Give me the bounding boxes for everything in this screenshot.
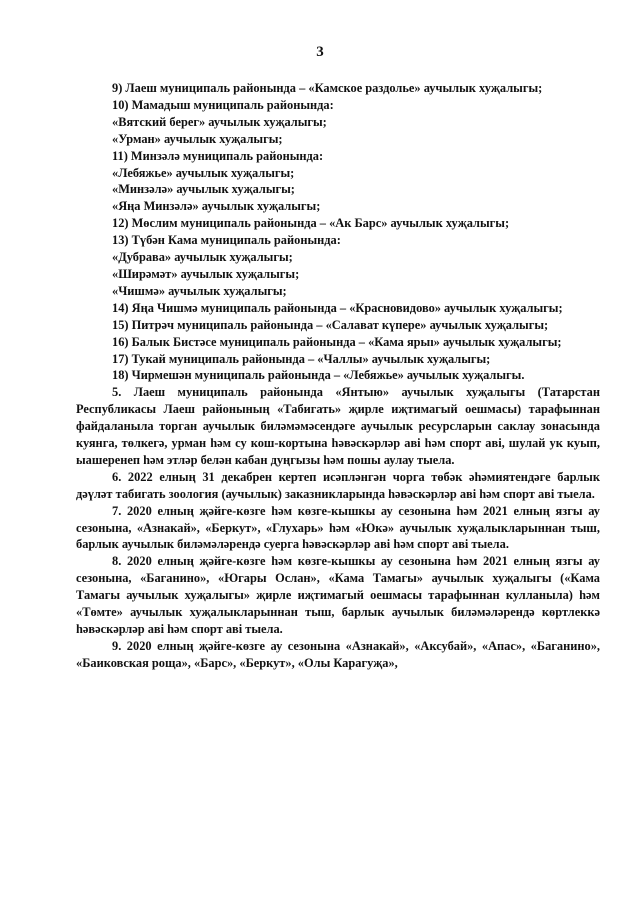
list-item-10: 10) Мамадыш муниципаль районында: <box>112 97 334 112</box>
clause-9: 9. 2020 елның җәйге-көзге ау сезонына «Азнакай», «Аксубай», «Апас», «Баганино», «Баиковская роща», «Барс», «Беркут», «Олы Карагуҗа», <box>76 638 600 670</box>
sub-item: «Ширәмәт» аучылык хуҗалыгы; <box>112 266 300 281</box>
list-item-12: 12) Мөслим муниципаль районында – «Ак Барс» аучылык хуҗалыгы; <box>112 216 510 231</box>
clause-5: 5. Лаеш муниципаль районында «Янтыю» аучылык хуҗалыгы (Татарстан Республикасы Лаеш районының «Табигать» җирле иҗтимагый оешмасы) тарафыннан файдаланыла торган аучылык биләмәмәсендәге аучылык ресурсларын саклау зонасында куянга, төлкегә, урман һәм су кош-кортына һәвәскәрләр аві һәм спорт аві, шулай ук куып, ыашеренеп һәм этләр белән кабан дуңгызы һәм пошы аулау тыела. <box>76 385 600 467</box>
sub-item: «Яңа Минзәлә» аучылык хуҗалыгы; <box>112 199 321 214</box>
list-item-16: 16) Балык Бистәсе муниципаль районында – «Кама ярыı» аучылык хуҗалыгы; <box>112 334 562 349</box>
page-number: 3 <box>316 44 324 60</box>
clause-7: 7. 2020 елның җәйге-көзге һәм көзге-кышкы ау сезонына һәм 2021 елның язгы ау сезонына, «Азнакай», «Беркут», «Глухарь» һәм «Юкә» аучылык хуҗалыкларыннан тыш, барлык аучылык биләмәләрендә суерга һәвәскәрләр аві һәм спорт аві тыела. <box>76 503 600 552</box>
sub-item: «Дубрава» аучылык хуҗалыгы; <box>112 250 293 265</box>
clause-8: 8. 2020 елның җәйге-көзге һәм көзге-кышкы ау сезонына һәм 2021 елның язгы ау сезонына, «Баганино», «Югары Ослан», «Кама Тамагы» аучылык хуҗалыгы («Кама Тамагы аучылык хуҗалыгы» җирле иҗтимагый оешмасы тарафыннан кулланыла) һәм «Төмте» аучылык хуҗалыкларыннан тыш, барлык аучылык биләмәләрендә көртлеккә һәвәскәрләр аві һәм спорт аві тыела. <box>76 554 600 636</box>
list-item-15: 15) Питрәч муниципаль районында – «Салават күпере» аучылык хуҗалыгы; <box>112 317 549 332</box>
list-item-18: 18) Чирмешән муниципаль районында – «Лебяжье» аучылык хуҗалыгы. <box>112 368 525 383</box>
list-item-11: 11) Минзәлә муниципаль районында: <box>112 148 324 163</box>
sub-item: «Минзәлә» аучылык хуҗалыгы; <box>112 182 295 197</box>
sub-item: «Чишмә» аучылык хуҗалыгы; <box>112 283 287 298</box>
list-item-14: 14) Яңа Чишмә муниципаль районында – «Красновидово» аучылык хуҗалыгы; <box>112 300 563 315</box>
clause-6: 6. 2022 елның 31 декабрен кертеп исәпләнгән чорга төбәк әһәмиятендәге барлык дәүләт табигать зоология (аучылык) заказникларында һәвәскәрләр аві һәм спорт аві тыела. <box>76 469 600 501</box>
list-item-9: 9) Лаеш муниципаль районында – «Камское раздолье» аучылык хуҗалыгы; <box>112 81 543 95</box>
list-item-17: 17) Тукай муниципаль районында – «Чаллы» аучылык хуҗалыгы; <box>112 351 491 366</box>
document-body <box>76 80 600 672</box>
sub-item: «Урман» аучылык хуҗалыгы; <box>112 131 283 146</box>
list-item-13: 13) Түбән Кама муниципаль районында: <box>112 233 341 248</box>
sub-item: «Вятский берег» аучылык хуҗалыгы; <box>112 114 327 129</box>
sub-item: «Лебяжье» аучылык хуҗалыгы; <box>112 165 295 180</box>
